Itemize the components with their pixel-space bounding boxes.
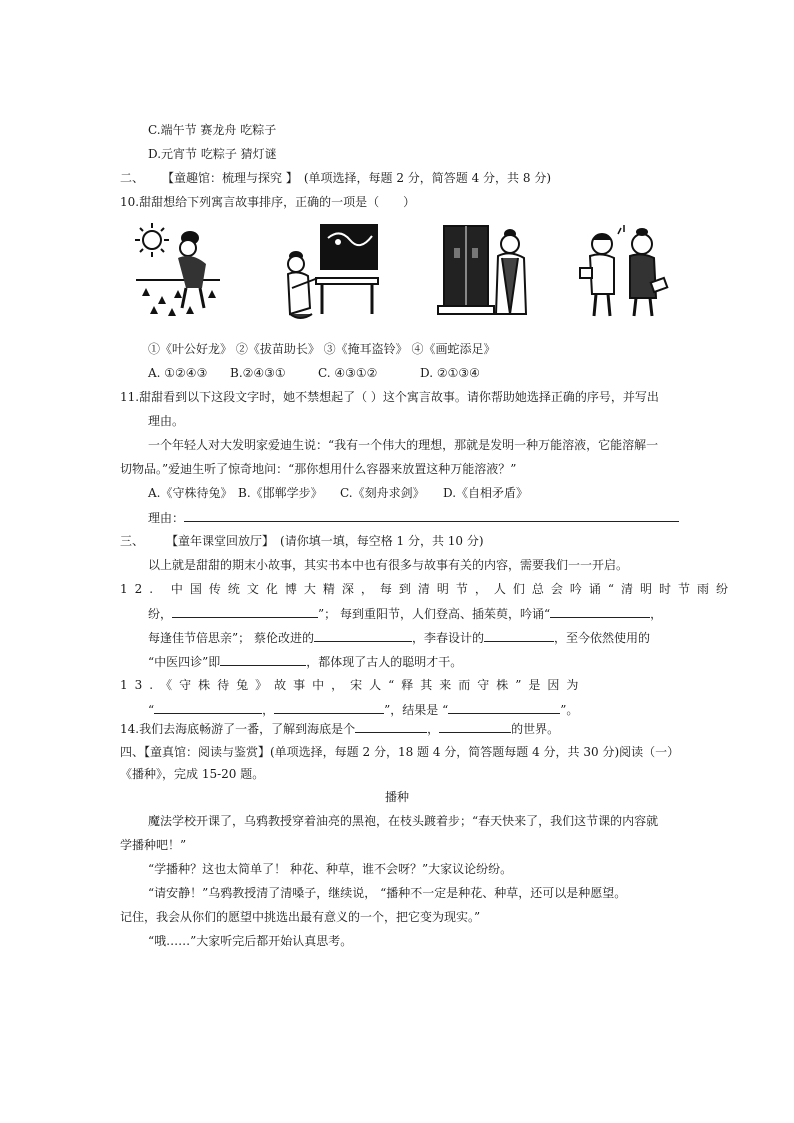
q14-blank-1[interactable] bbox=[355, 720, 427, 733]
q12-text: ，都体现了古人的聪明才干。 bbox=[306, 655, 463, 669]
farmer-under-sun-picture bbox=[128, 218, 228, 328]
q11-option-a[interactable]: A.《守株待兔》 bbox=[148, 486, 233, 500]
section-rule: (单项选择，每题 2 分，简答题 4 分，共 8 分) bbox=[303, 171, 551, 185]
q12-blank-4[interactable] bbox=[484, 629, 554, 642]
q14-text: 14.我们去海底畅游了一番，了解到海底是个 bbox=[120, 722, 356, 736]
q14-text: ， bbox=[427, 722, 440, 736]
question-12-line-2 bbox=[148, 605, 662, 622]
q9-option-d: D.元宵节 吃粽子 猜灯谜 bbox=[148, 147, 277, 161]
q12-text: 每逢佳节倍思亲”； 蔡伦改进的 bbox=[148, 631, 314, 645]
question-10-stem: 10.甜甜想给下列寓言故事排序，正确的一项是（ ） bbox=[120, 195, 416, 209]
q11-option-d[interactable]: D.《自相矛盾》 bbox=[443, 486, 529, 500]
dragon-painting-picture bbox=[280, 218, 390, 328]
section-title: 【童趣馆：梳理与探究 】 bbox=[162, 171, 298, 185]
q13-text: “ bbox=[148, 703, 155, 717]
q10-pictures bbox=[128, 218, 668, 328]
section-rule: (请你填一填，每空格 1 分，共 10 分) bbox=[280, 534, 484, 548]
question-11-stem: 11.甜甜看到以下这段文字时，她不禁想起了（ ）这个寓言故事。请你帮助她选择正确的序号，并写出 bbox=[120, 390, 659, 404]
question-13-line-2 bbox=[148, 701, 578, 718]
q13-text: ”。 bbox=[560, 703, 579, 717]
q12-blank-3[interactable] bbox=[314, 629, 412, 642]
story-paragraph-3-cont: 记住，我会从你们的愿望中挑选出最有意义的一个，把它变为现实。” bbox=[120, 910, 481, 924]
question-12-line-4 bbox=[148, 653, 462, 670]
section-4-heading: 四、【童真馆：阅读与鉴赏】(单项选择，每题 2 分，18 题 4 分，简答题每题 4 分，共 30 分)阅读（一） bbox=[120, 745, 680, 759]
q13-text: ”，结果是 “ bbox=[384, 703, 449, 717]
section-number: 三、 bbox=[120, 534, 145, 548]
q11-reason-row bbox=[148, 509, 679, 526]
q12-text: ，李春设计的 bbox=[411, 631, 484, 645]
section-number: 二、 bbox=[120, 171, 145, 185]
q13-blank-3[interactable] bbox=[448, 701, 560, 714]
q10-option-b[interactable]: B.②④③① bbox=[230, 366, 286, 380]
story-title: 播种 bbox=[384, 790, 409, 804]
q11-option-c[interactable]: C.《刻舟求剑》 bbox=[340, 486, 425, 500]
q11-passage-cont: 切物品。”爱迪生听了惊奇地问：“那你想用什么容器来放置这种万能溶液？” bbox=[120, 462, 517, 476]
q13-text: ， bbox=[262, 703, 275, 717]
two-children-picture bbox=[574, 218, 674, 328]
q12-blank-2[interactable] bbox=[550, 605, 650, 618]
story-paragraph-4: “哦……”大家听完后都开始认真思考。 bbox=[148, 934, 353, 948]
section-3-heading bbox=[120, 533, 484, 549]
q14-text: 的世界。 bbox=[511, 722, 560, 736]
q9-option-c: C.端午节 赛龙舟 吃粽子 bbox=[148, 123, 277, 137]
q12-blank-1[interactable] bbox=[172, 605, 318, 618]
question-13-line-1: 13.《守株待兔》故事中，宋人“释其来而守株”是因为 bbox=[120, 678, 586, 692]
section-title: 【童年课堂回放厅】 bbox=[166, 534, 275, 548]
bell-door-picture bbox=[434, 218, 544, 328]
question-12-line-3 bbox=[148, 629, 650, 646]
q10-option-d[interactable]: D. ②①③④ bbox=[420, 366, 480, 380]
q12-text: ，至今依然使用的 bbox=[553, 631, 650, 645]
q14-blank-2[interactable] bbox=[439, 720, 511, 733]
section-4-heading-cont: 《播种》，完成 15-20 题。 bbox=[120, 767, 265, 781]
section-3-intro: 以上就是甜甜的期末小故事，其实书本中也有很多与故事有关的内容，需要我们一一开启。 bbox=[148, 558, 629, 572]
q12-text: “中医四诊”即 bbox=[148, 655, 221, 669]
q10-option-c[interactable]: C. ④③①② bbox=[318, 366, 378, 380]
q12-text: ”； 每到重阳节，人们登高、插茱萸，吟诵“ bbox=[318, 607, 551, 621]
q12-blank-5[interactable] bbox=[220, 653, 306, 666]
story-paragraph-1: 魔法学校开课了，乌鸦教授穿着油亮的黑袍，在枝头踱着步；“春天快来了，我们这节课的内容就 bbox=[148, 814, 659, 828]
q12-text: 纷， bbox=[148, 607, 173, 621]
q11-option-b[interactable]: B.《邯郸学步》 bbox=[238, 486, 323, 500]
q13-blank-1[interactable] bbox=[154, 701, 262, 714]
story-paragraph-1-cont: 学播种吧！” bbox=[120, 838, 187, 852]
section-2-heading bbox=[120, 170, 551, 186]
story-paragraph-2: “学播种？这也太简单了！ 种花、种草，谁不会呀？”大家议论纷纷。 bbox=[148, 862, 513, 876]
question-14 bbox=[120, 720, 559, 737]
q11-passage: 一个年轻人对大发明家爱迪生说：“我有一个伟大的理想，那就是发明一种万能溶液，它能溶解一 bbox=[148, 438, 659, 452]
question-12-line-1: 12. 中国传统文化博大精深，每到清明节，人们总会吟诵“清明时节雨纷 bbox=[120, 582, 736, 596]
story-paragraph-3: “请安静！”乌鸦教授清了清嗓子，继续说， “播种不一定是种花、种草，还可以是种愿望。 bbox=[148, 886, 627, 900]
q10-story-list: ①《叶公好龙》 ②《拔苗助长》 ③《掩耳盗铃》 ④《画蛇添足》 bbox=[148, 342, 496, 356]
q13-blank-2[interactable] bbox=[274, 701, 384, 714]
question-11-stem-cont: 理由。 bbox=[148, 414, 185, 428]
q10-option-a[interactable]: A. ①②④③ bbox=[148, 366, 208, 380]
reason-label: 理由： bbox=[148, 511, 185, 525]
q12-text: ， bbox=[650, 607, 663, 621]
reason-blank[interactable] bbox=[184, 509, 679, 522]
